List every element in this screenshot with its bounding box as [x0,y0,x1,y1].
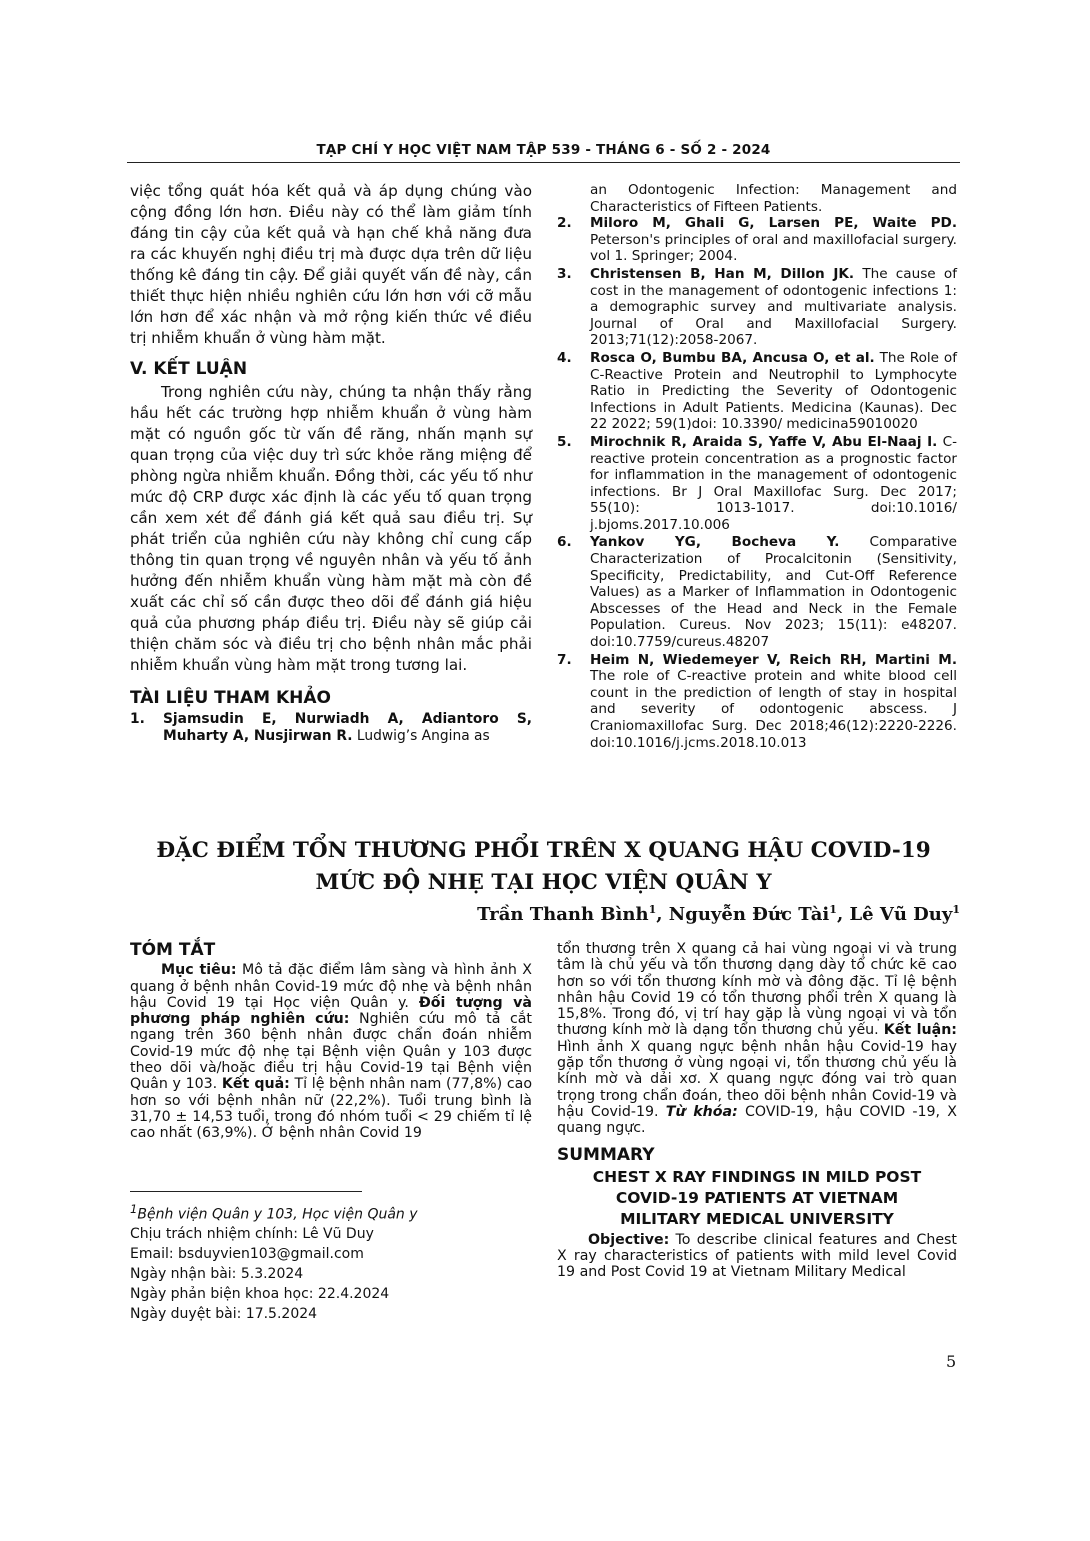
reference-text: Ludwig’s Angina as [356,728,490,744]
reference-authors: Mirochnik R, Araida S, Yaffe V, Abu El-Naaj I. [590,433,938,450]
reference-number: 3. [557,265,572,282]
page-number: 5 [946,1352,957,1371]
abstract-heading: TÓM TẮT [130,940,216,960]
discussion-paragraph: việc tổng quát hóa kết quả và áp dụng chúng vào cộng đồng lớn hơn. Điều này có thể làm giảm tính đáng tin cậy của kết quả và hạn chế khả năng đưa ra các khuyến nghị điều trị mà được dựa trên dữ liệu thống kê đáng tin cậy. Để giải quyết vấn đề này, cần thiết thực hiện nhiều nghiên cứu lớn hơn với cỡ mẫu lớn hơn để xác nhận và mở rộng kiến thức về điều trị nhiễm khuẩn ở vùng hàm mặt. [130,182,532,347]
reference-1-continuation: an Odontogenic Infection: Management and Characteristics of Fifteen Patients. [590,182,957,215]
reference-item-5 [557,434,957,534]
reference-item-2 [557,215,957,265]
left-column-top [130,181,532,746]
reference-number: 4. [557,349,572,366]
reference-item-6 [557,534,957,650]
reference-text: The role of C-reactive protein and white blood cell count in the prediction of length of stay in hospital and severity of odontogenic abscess. J Craniomaxillofac Surg. Dec 2018;46(12):2220-2226. doi:10.1016/j.jcms.2018.10.013 [590,668,957,751]
reference-authors: Heim N, Wiedemeyer V, Reich RH, Martini M. [590,651,957,668]
reference-item-1 [130,711,532,745]
reference-list [557,215,957,751]
footnote-accepted: Ngày duyệt bài: 17.5.2024 [130,1305,318,1322]
footnotes [130,1200,418,1324]
reference-text: Peterson's principles of oral and maxillofacial surgery. vol 1. Springer; 2004. [590,231,957,265]
article-title-line-2: MỨC ĐỘ NHẸ TẠI HỌC VIỆN QUÂN Y [315,870,772,895]
results-label: Kết quả: [221,1076,290,1093]
reference-item-3 [557,266,957,349]
abstract-body-continued [557,941,957,1137]
results-text: Tỉ lệ bệnh nhân nam (77,8%) cao hơn so với bệnh nhân nữ (22,2%). Tuổi trung bình là 31,70 ± 14,53 tuổi, trong đó nhóm tuổi < 29 chiếm tỉ lệ cao nhất (63,9%). Ở bệnh nhân Covid 19 [130,1076,532,1142]
keywords-label: Từ khóa: [665,1103,738,1120]
english-objective [557,1232,957,1281]
footnote-rule [130,1191,362,1192]
footnote-received: Ngày nhận bài: 5.3.2024 [130,1266,304,1283]
footnote-affiliation: $^1$Bệnh viện Quân y 103, Học viện Quân y [130,1202,418,1223]
abstract-body [130,962,532,1141]
reference-text: Comparative Characterization of Procalcitonin (Sensitivity, Specificity, Predictability, and Cut-Off Reference Values) as a Marker of Inflammation in Odontogenic Abscesses of the Head and Neck in the Female Population. Cureus. Nov 2023; 15(11): e48207. doi:10.7759/cureus.48207 [590,534,957,651]
author-2: Nguyễn Đức Tài [668,904,830,925]
header-rule [127,162,960,163]
reference-number: 2. [557,215,572,232]
article-title-line-1: ĐẶC ĐIỂM TỔN THƯƠNG PHỔI TRÊN X QUANG HẬU COVID-19 [156,838,931,863]
article-title [127,835,960,899]
abstract-vn [130,942,532,1142]
reference-authors: Christensen B, Han M, Dillon JK. [590,265,855,282]
right-column-top [557,182,957,752]
reference-text: The Role of C-Reactive Protein and Neutrophil to Lymphocyte Ratio in Predicting the Severity of Odontogenic Infections in Adult Patients. Medicina (Kaunas). Dec 22 2022; 59(1)doi: 10.3390/ medicina59010020 [590,349,957,433]
conclusion-text: Hình ảnh X quang ngực bệnh nhân hậu Covid-19 hay gặp tổn thương ở vùng ngoại vi, tổn thương chủ yếu là kính mờ và dải xơ. X quang ngực đóng vai trò quan trọng trong chẩn đoán, theo dõi bệnh nhân Covid-19 và hậu Covid-19. [557,1038,957,1120]
footnote-email: Email: bsduyvien103@gmail.com [130,1246,364,1263]
objective-text: Mô tả đặc điểm lâm sàng và hình ảnh X quang ở bệnh nhân Covid-19 mức độ nhẹ và bệnh nhân hậu Covid 19 tại Học viện Quân y. [130,962,533,1011]
author-1: Trần Thanh Bình [477,904,649,925]
references-heading: TÀI LIỆU THAM KHẢO [130,688,331,708]
author-list: Trần Thanh Bình$^1$, Nguyễn Đức Tài$^1$, Lê Vũ Duy$^1$ [477,903,960,925]
affiliation-mark: 1 [648,903,657,916]
reference-number: 5. [557,433,572,450]
affiliation-mark: 1 [829,903,837,916]
footnote-reviewed: Ngày phản biện khoa học: 22.4.2024 [130,1285,390,1302]
conclusion-heading: V. KẾT LUẬN [130,359,248,379]
reference-item-7 [557,652,957,752]
conclusion-label: Kết luận: [883,1022,957,1039]
reference-authors: Yankov YG, Bocheva Y. [590,534,840,551]
english-title-line-2: COVID-19 PATIENTS AT VIETNAM [615,1188,899,1207]
reference-text: The cause of cost in the management of odontogenic infections 1: a demographic survey and multivariate analysis. Journal of Oral and Maxillofacial Surgery. 2013;71(12):2058-2067. [590,265,957,349]
reference-authors: Miloro M, Ghali G, Larsen PE, Waite PD. [590,215,957,232]
reference-authors: Sjamsudin E, Nurwiadh A, Adiantoro S, Muharty A, Nusjirwan R. [163,711,532,744]
summary-heading: SUMMARY [557,1144,655,1165]
affiliation-mark: 1 [952,903,960,916]
english-title-line-3: MILITARY MEDICAL UNIVERSITY [620,1209,894,1228]
objective-text-en: To describe clinical features and Chest X ray characteristics of patients with mild level Covid 19 and Post Covid 19 at Vietnam Military Medical [557,1231,957,1281]
right-column-bottom [557,941,957,1281]
objective-label: Mục tiêu: [161,962,237,979]
methods-text: Nghiên cứu mô tả cắt ngang trên 360 bệnh nhân được chẩn đoán nhiễm Covid-19 mức độ nhẹ tại Bệnh viện Quân y 103 được theo dõi và/hoặc điều trị hậu Covid-19 tại Bệnh viện Quân y 103. [130,1011,532,1093]
reference-authors: Rosca O, Bumbu BA, Ancusa O, et al. [590,349,875,366]
keywords-text: COVID-19, hậu COVID -19, X quang ngực. [557,1103,958,1137]
reference-text: C-reactive protein concentration as a prognostic factor for inflammation in the management of odontogenic infections. Br J Oral Maxillofac Surg. Dec 2017; 55(10): 1013-1017. doi:10.1016/ j.bjoms.2017.10.006 [590,433,957,533]
reference-number: 1. [130,711,145,727]
english-title [557,1167,957,1230]
reference-number: 6. [557,534,572,551]
results-text-continued: tổn thương trên X quang cả hai vùng ngoại vi và trung tâm là chủ yếu và tổn thương dạng dày tổ chức kẽ cao hơn so với tổn thương kính mờ và đông đặc. Tỉ lệ bệnh nhân hậu Covid 19 có tổn thương phổi trên X quang là 15,8%. Trong đó, vị trí hay gặp là vùng ngoại vi và tổn thương kính mờ là dạng tổn thương chủ yếu. [557,941,957,1039]
footnote-corresponding: Chịu trách nhiệm chính: Lê Vũ Duy [130,1226,374,1243]
reference-number: 7. [557,651,572,668]
reference-item-4 [557,350,957,433]
methods-label: Đối tượng và phương pháp nghiên cứu: [130,994,532,1028]
conclusion-paragraph: Trong nghiên cứu này, chúng ta nhận thấy rằng hầu hết các trường hợp nhiễm khuẩn ở vùng hàm mặt có nguồn gốc từ vấn đề răng, nhấn mạnh sự quan trọng của việc duy trì sức khỏe răng miệng để phòng ngừa nhiễm khuẩn. Đồng thời, các yếu tố như mức độ CRP được xác định là các yếu tố quan trọng cần xem xét để đánh giá kết quả sau điều trị. Sự phát triển của nghiên cứu này không chỉ cung cấp thông tin quan trọng về nguyên nhân và yếu tố ảnh hưởng đến nhiễm khuẩn vùng hàm mặt mà còn đề xuất các chỉ số cần được theo dõi để đánh giá hiệu quả của phương pháp điều trị. Điều này sẽ giúp cải thiện chăm sóc và điều trị cho bệnh nhân mắc phải nhiễm khuẩn vùng hàm mặt trong tương lai. [130,383,532,674]
journal-header: TẠP CHÍ Y HỌC VIỆT NAM TẬP 539 - THÁNG 6 - SỐ 2 - 2024 [316,142,771,158]
author-3: Lê Vũ Duy [849,904,953,925]
english-title-line-1: CHEST X RAY FINDINGS IN MILD POST [592,1167,922,1186]
objective-label-en: Objective: [588,1231,670,1248]
